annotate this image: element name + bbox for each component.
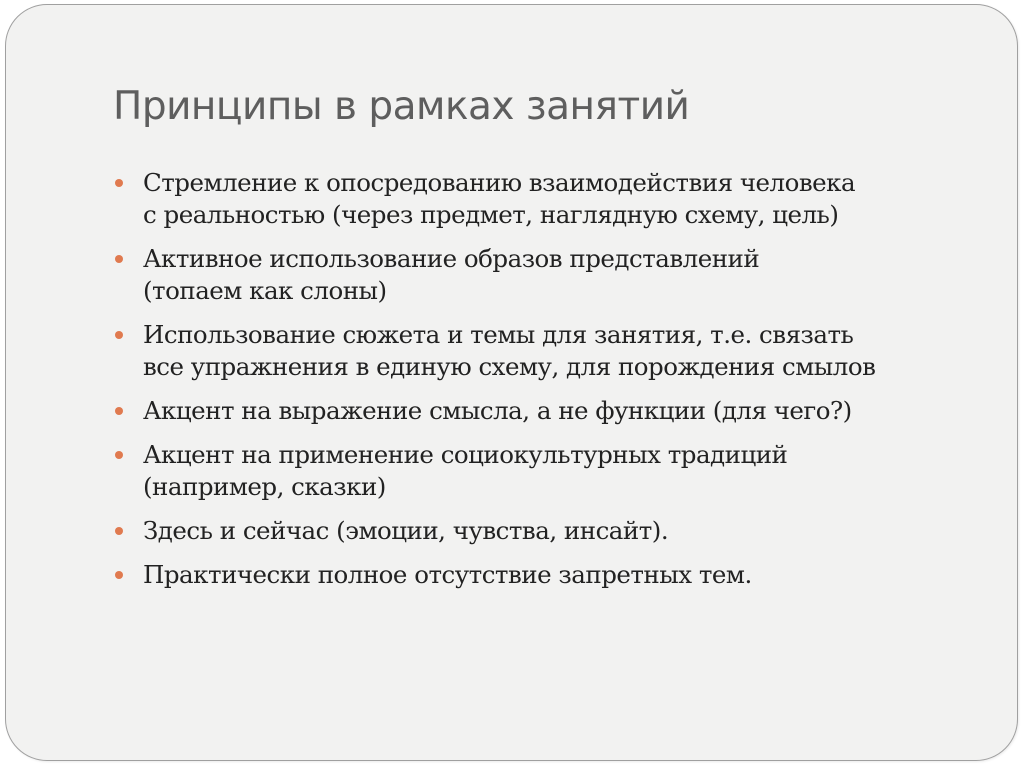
- bullet-dot-icon: [115, 407, 123, 415]
- bullet-item: [115, 167, 995, 231]
- bullet-dot-icon: [115, 571, 123, 579]
- bullet-line: Стремление к опосредованию взаимодействия человека: [143, 168, 856, 197]
- bullet-line: Акцент на выражение смысла, а не функции (для чего?): [143, 396, 852, 425]
- bullet-line: Акцент на применение социокультурных традиций: [143, 440, 788, 469]
- bullet-list: [115, 167, 995, 603]
- bullet-item: [115, 319, 995, 383]
- bullet-item: [115, 515, 995, 547]
- bullet-line: Использование сюжета и темы для занятия, т.е. связать: [143, 320, 854, 349]
- bullet-dot-icon: [115, 527, 123, 535]
- bullet-line: Активное использование образов представлений: [143, 244, 760, 273]
- bullet-item: [115, 243, 995, 307]
- bullet-line: с реальностью (через предмет, наглядную схему, цель): [143, 200, 839, 229]
- bullet-dot-icon: [115, 255, 123, 263]
- bullet-item: [115, 395, 995, 427]
- bullet-line: все упражнения в единую схему, для порождения смылов: [143, 352, 876, 381]
- bullet-dot-icon: [115, 179, 123, 187]
- bullet-item: [115, 559, 995, 591]
- slide-title: Принципы в рамках занятий: [113, 84, 690, 129]
- bullet-line: (топаем как слоны): [143, 276, 387, 305]
- bullet-dot-icon: [115, 331, 123, 339]
- bullet-dot-icon: [115, 451, 123, 459]
- bullet-line: Здесь и сейчас (эмоции, чувства, инсайт).: [143, 516, 669, 545]
- bullet-line: Практически полное отсутствие запретных тем.: [143, 560, 752, 589]
- bullet-item: [115, 439, 995, 503]
- bullet-line: (например, сказки): [143, 472, 386, 501]
